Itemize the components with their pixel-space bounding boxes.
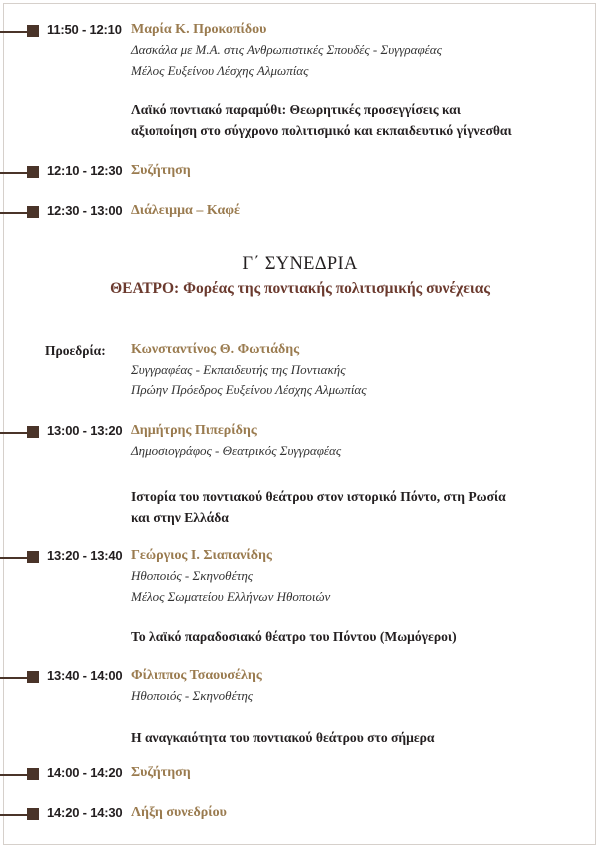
break-label: Διάλειμμα – Καφέ [131,203,240,218]
timeline-marker [27,426,39,438]
time-slot: 14:20 - 14:30 [47,805,123,820]
timeline-marker [27,166,39,178]
timeline-marker [27,671,39,683]
session-title: Γ΄ ΣΥΝΕΔΡΙΑ [242,254,358,274]
chair-role: Πρώην Πρόεδρος Ευξείνου Λέσχης Αλμωπίας [131,382,367,397]
timeline-bar [0,557,28,559]
speaker-role: Ηθοποιός - Σκηνοθέτης [131,688,254,703]
talk-title: Λαϊκό ποντιακό παραμύθι: Θεωρητικές προσεγγίσεις και [131,102,461,117]
timeline-bar [0,774,28,776]
speaker-role: Δασκάλα με Μ.Α. στις Ανθρωπιστικές Σπουδές - Συγγραφέας [131,42,442,57]
timeline-bar [0,432,28,434]
timeline-bar [0,677,28,679]
speaker-name: Δημήτρης Πιπερίδης [131,423,257,438]
timeline-marker [27,768,39,780]
timeline-bar [0,212,28,214]
talk-title: Η αναγκαιότητα του ποντιακού θεάτρου στο σήμερα [131,730,435,745]
timeline-bar [0,814,28,816]
timeline-marker [27,808,39,820]
talk-title: Ιστορία του ποντιακού θεάτρου στον ιστορικό Πόντο, στη Ρωσία [131,489,506,504]
time-slot: 14:00 - 14:20 [47,765,123,780]
speaker-name: Φίλιππος Τσαουσέλης [131,668,262,683]
speaker-role: Μέλος Σωματείου Ελλήνων Ηθοποιών [131,589,331,604]
time-slot: 13:00 - 13:20 [47,423,123,438]
time-slot: 13:40 - 14:00 [47,668,123,683]
timeline-bar [0,172,28,174]
session-subtitle: ΘΕΑΤΡΟ: Φορέας της ποντιακής πολιτισμικής συνέχειας [110,280,490,297]
speaker-role: Ηθοποιός - Σκηνοθέτης [131,568,254,583]
time-slot: 12:30 - 13:00 [47,203,123,218]
time-slot: 11:50 - 12:10 [47,22,122,37]
talk-title: Το λαϊκό παραδοσιακό θέατρο του Πόντου (Μωμόγεροι) [131,629,457,644]
speaker-role: Μέλος Ευξείνου Λέσχης Αλμωπίας [131,63,309,78]
speaker-name: Γεώργιος Ι. Σιαπανίδης [131,548,272,563]
speaker-name: Μαρία Κ. Προκοπίδου [131,22,267,37]
talk-title: αξιοποίηση στο σύγχρονο πολιτισμικό και εκπαιδευτικό γίγνεσθαι [131,123,512,138]
discussion-label: Συζήτηση [131,163,191,178]
chair-label: Προεδρία: [45,343,106,358]
timeline-bar [0,31,28,33]
timeline-marker [27,25,39,37]
timeline-marker [27,551,39,563]
chair-name: Κωνσταντίνος Θ. Φωτιάδης [131,342,300,357]
discussion-label: Συζήτηση [131,765,191,780]
time-slot: 12:10 - 12:30 [47,163,123,178]
chair-role: Συγγραφέας - Εκπαιδευτής της Ποντιακής [131,362,346,377]
time-slot: 13:20 - 13:40 [47,548,123,563]
closing-label: Λήξη συνεδρίου [131,805,227,820]
timeline-marker [27,206,39,218]
speaker-role: Δημοσιογράφος - Θεατρικός Συγγραφέας [131,443,342,458]
talk-title: και στην Ελλάδα [131,510,229,525]
